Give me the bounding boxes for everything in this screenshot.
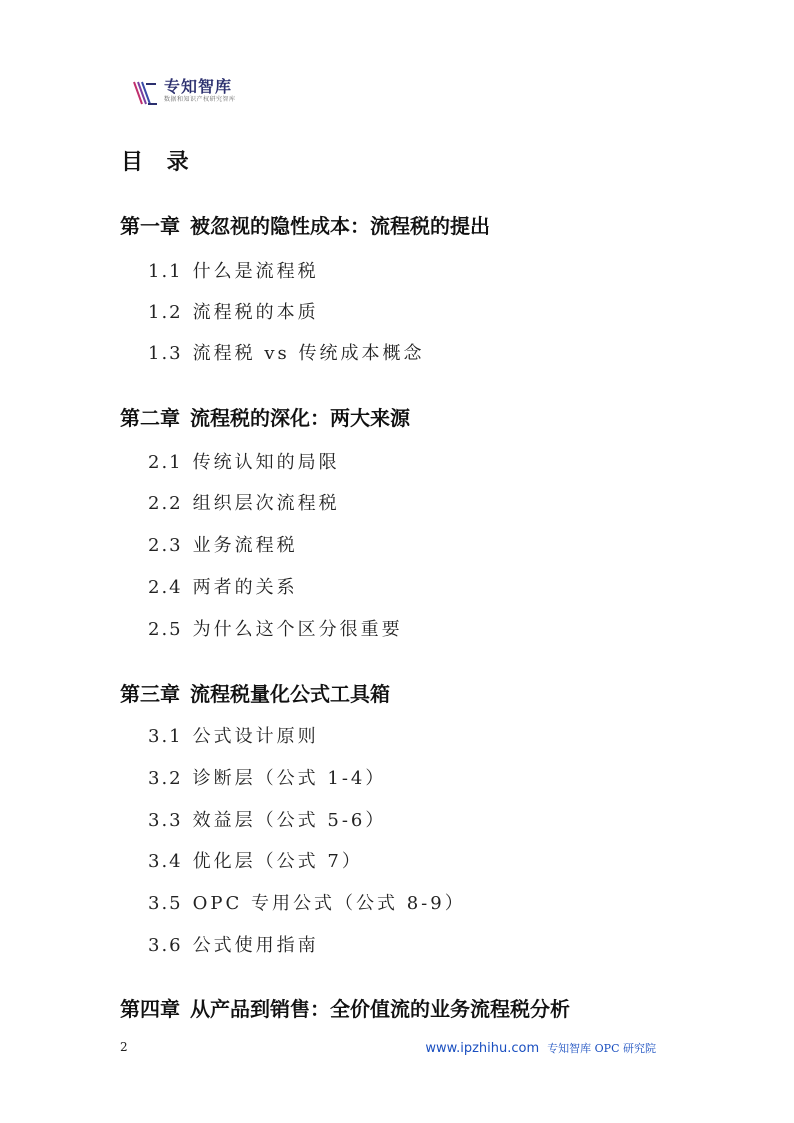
section-number: 2.5: [148, 619, 183, 640]
section-title: 什么是流程税: [192, 261, 319, 282]
chapter-title: 流程税量化公式工具箱: [190, 682, 390, 706]
section-number: 2.3: [148, 535, 183, 556]
section-number: 3.6: [148, 935, 183, 956]
organization-name: 专知智库 OPC 研究院: [547, 1042, 656, 1055]
chapter-number: 第一章: [120, 214, 180, 238]
section-title: 组织层次流程税: [192, 493, 340, 514]
toc-entry-2-4[interactable]: [148, 573, 298, 599]
chapter-title: 流程税的深化：两大来源: [190, 406, 410, 430]
section-title: 效益层（公式 5-6）: [192, 810, 387, 831]
section-title: 诊断层（公式 1-4）: [192, 768, 387, 789]
toc-entry-3-3[interactable]: [148, 806, 386, 832]
section-number: 1.1: [148, 261, 183, 282]
chapter-number: 第三章: [120, 682, 180, 706]
section-title: 公式设计原则: [192, 726, 319, 747]
toc-entry-1-2[interactable]: [148, 298, 319, 324]
section-number: 2.1: [148, 452, 183, 473]
chapter-4-heading[interactable]: [120, 993, 570, 1022]
logo-tagline: 数据和知识产权研究智库: [164, 96, 236, 103]
toc-entry-3-2[interactable]: [148, 764, 386, 790]
section-title: 公式使用指南: [192, 935, 319, 956]
toc-entry-3-5[interactable]: [148, 889, 466, 915]
page-number: 2: [120, 1040, 128, 1054]
chapter-2-heading[interactable]: [120, 402, 410, 431]
section-title: 传统认知的局限: [192, 452, 340, 473]
toc-entry-1-1[interactable]: [148, 257, 319, 283]
toc-entry-1-3[interactable]: [148, 339, 425, 365]
footer-website[interactable]: [425, 1040, 656, 1056]
section-number: 3.3: [148, 810, 183, 831]
chapter-number: 第二章: [120, 406, 180, 430]
toc-entry-2-5[interactable]: [148, 615, 403, 641]
section-title: 流程税 vs 传统成本概念: [192, 343, 425, 364]
toc-entry-3-1[interactable]: [148, 722, 319, 748]
section-title: 优化层（公式 7）: [192, 851, 363, 872]
toc-entry-3-6[interactable]: [148, 931, 319, 957]
section-title: OPC 专用公式（公式 8-9）: [192, 893, 466, 914]
toc-entry-2-3[interactable]: [148, 531, 298, 557]
chapter-number: 第四章: [120, 997, 180, 1021]
section-number: 3.5: [148, 893, 183, 914]
zhizhi-logo-icon: [132, 80, 158, 106]
chapter-3-heading[interactable]: [120, 678, 390, 707]
section-number: 3.1: [148, 726, 183, 747]
section-title: 业务流程税: [192, 535, 298, 556]
section-number: 2.2: [148, 493, 183, 514]
section-title: 流程税的本质: [192, 302, 319, 323]
section-title: 为什么这个区分很重要: [192, 619, 403, 640]
toc-entry-2-1[interactable]: [148, 448, 340, 474]
section-number: 2.4: [148, 577, 183, 598]
chapter-title: 被忽视的隐性成本：流程税的提出: [190, 214, 490, 238]
chapter-title: 从产品到销售：全价值流的业务流程税分析: [190, 997, 570, 1021]
toc-entry-2-2[interactable]: [148, 489, 340, 515]
toc-title: 目 录: [121, 150, 197, 175]
section-title: 两者的关系: [192, 577, 298, 598]
toc-entry-3-4[interactable]: [148, 847, 363, 873]
header-logo: [132, 78, 236, 110]
chapter-1-heading[interactable]: [120, 210, 490, 239]
logo-name: 专知智库: [164, 77, 233, 96]
section-number: 3.4: [148, 851, 183, 872]
section-number: 1.3: [148, 343, 183, 364]
section-number: 3.2: [148, 768, 183, 789]
section-number: 1.2: [148, 302, 183, 323]
website-link[interactable]: www.ipzhihu.com: [425, 1041, 540, 1056]
